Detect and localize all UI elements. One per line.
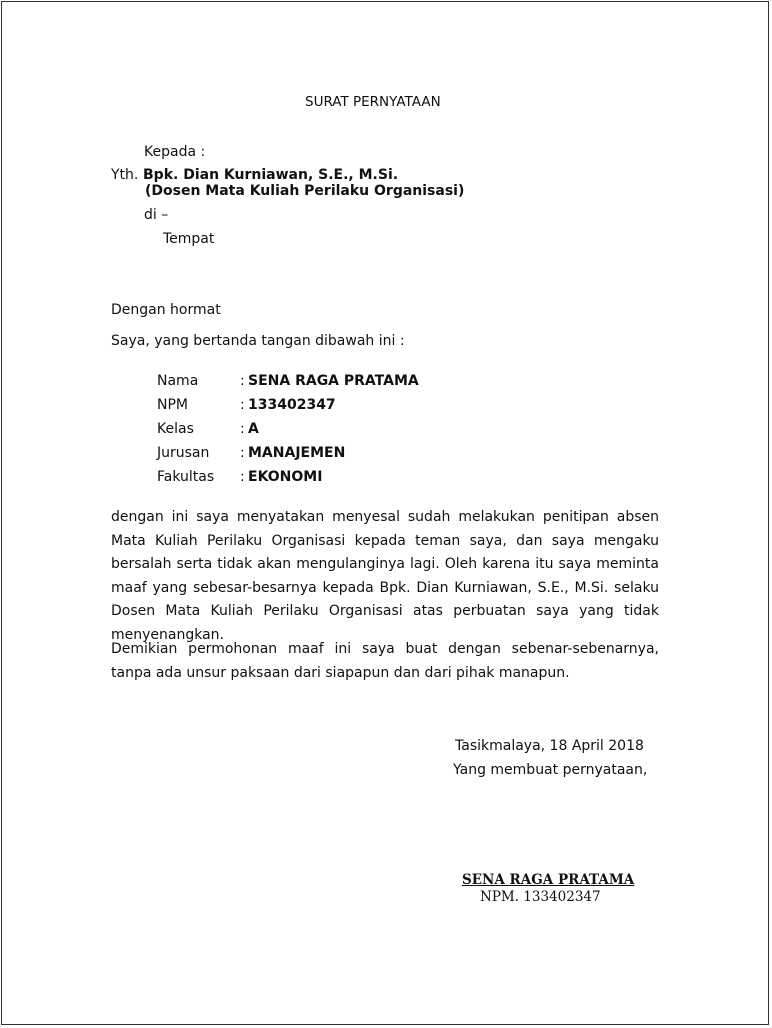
intro-line: Saya, yang bertanda tangan dibawah ini :: [111, 333, 405, 349]
recipient-tempat: Tempat: [163, 231, 215, 247]
identity-label-nama: Nama: [157, 373, 199, 389]
identity-value-npm: 133402347: [248, 397, 336, 413]
identity-label-fakultas: Fakultas: [157, 469, 215, 485]
maker-line: Yang membuat pernyataan,: [453, 762, 648, 778]
identity-value-jurusan: MANAJEMEN: [248, 445, 346, 461]
identity-label-kelas: Kelas: [157, 421, 194, 437]
identity-sep: :: [240, 469, 245, 485]
identity-sep: :: [240, 373, 245, 389]
identity-sep: :: [240, 397, 245, 413]
recipient-di: di –: [144, 207, 169, 223]
place-date: Tasikmalaya, 18 April 2018: [455, 738, 644, 754]
identity-value-fakultas: EKONOMI: [248, 469, 323, 485]
body-paragraph-1: dengan ini saya menyatakan menyesal sudah melakukan penitipan absen Mata Kuliah Perilaku Organisasi kepada teman saya, dan saya mengaku bersalah serta tidak akan mengulanginya lagi. Oleh karena itu saya meminta maaf yang sebesar-besarnya kepada Bpk. Dian Kurniawan, S.E., M.Si. selaku Dosen Mata Kuliah Perilaku Organisasi atas perbuatan saya yang tidak menyenangkan.: [111, 509, 659, 643]
signer-name: SENA RAGA PRATAMA: [462, 872, 635, 888]
body-paragraph-2: Demikian permohonan maaf ini saya buat dengan sebenar-sebenarnya, tanpa ada unsur paksaan dari siapapun dan dari pihak manapun.: [111, 641, 659, 681]
document-title: SURAT PERNYATAAN: [305, 94, 441, 110]
greeting: Dengan hormat: [111, 302, 221, 318]
identity-sep: :: [240, 421, 245, 437]
identity-label-npm: NPM: [157, 397, 188, 413]
recipient-yth: Yth.: [111, 167, 139, 183]
recipient-kepada: Kepada :: [144, 144, 206, 160]
identity-value-nama: SENA RAGA PRATAMA: [248, 373, 419, 389]
identity-label-jurusan: Jurusan: [157, 445, 210, 461]
signer-npm: NPM. 133402347: [480, 889, 601, 905]
recipient-name: Bpk. Dian Kurniawan, S.E., M.Si.: [143, 167, 399, 183]
recipient-role: (Dosen Mata Kuliah Perilaku Organisasi): [145, 183, 465, 199]
identity-value-kelas: A: [248, 421, 259, 437]
identity-sep: :: [240, 445, 245, 461]
